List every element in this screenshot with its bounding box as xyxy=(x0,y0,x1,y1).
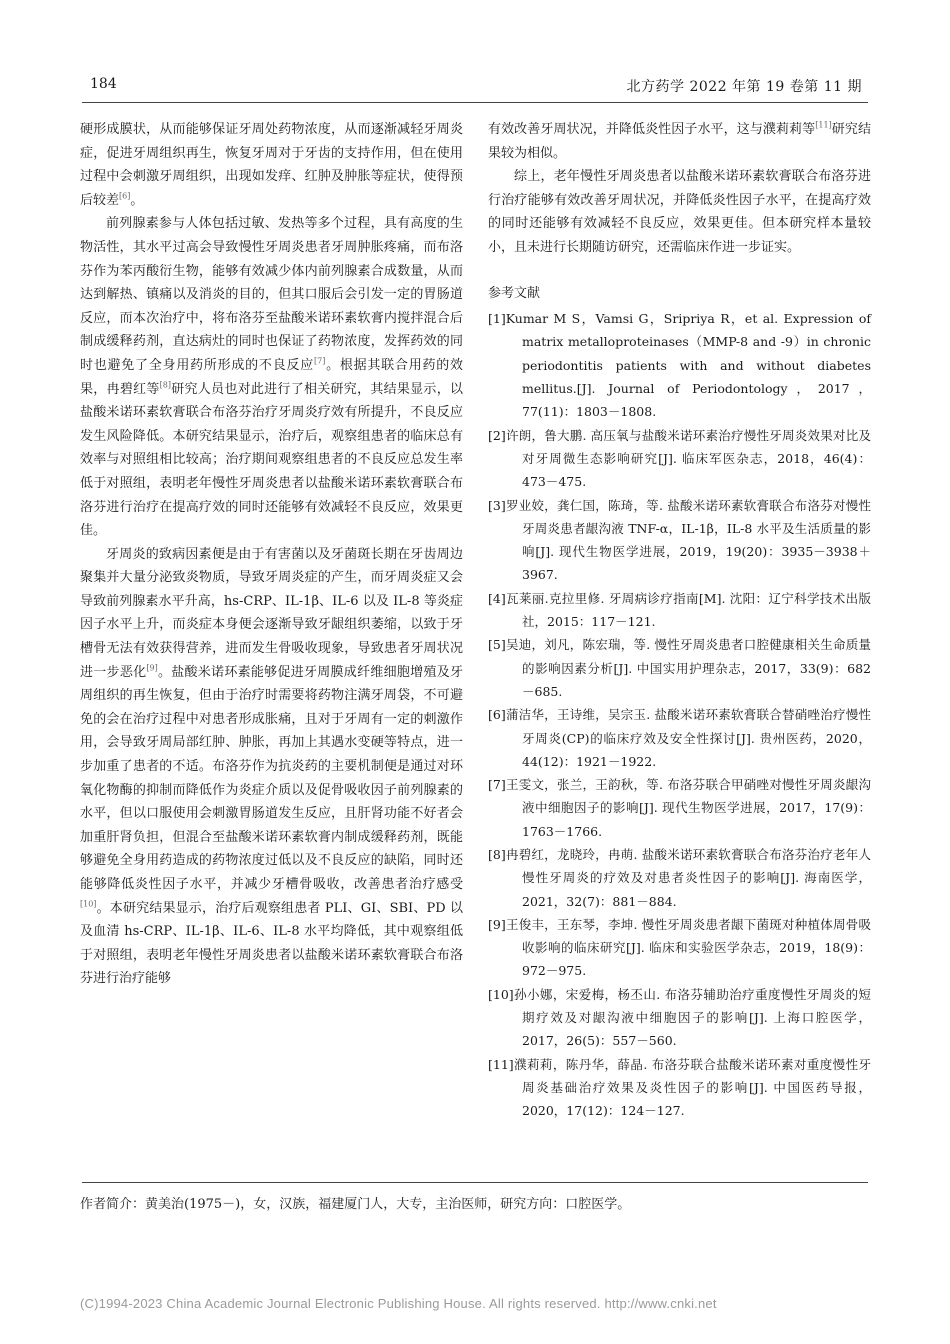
page-number: 184 xyxy=(90,76,117,92)
paragraph-text: 前列腺素参与人体包括过敏、发热等多个过程，具有高度的生物活性，其水平过高会导致慢性牙周炎患者牙周肿胀疼痛，而布洛芬作为苯丙酸衍生物，能够有效减少体内前列腺素合成数量，从而达到解热、镇痛以及消炎的目的，但其口服后会引发一定的胃肠道反应，而本次治疗中，将布洛芬至盐酸米诺环素软膏内搅拌混合后制成缓释药剂，直达病灶的同时也保证了药物浓度，发挥药效的同时也避免了全身用药所形成的不良反应 xyxy=(80,216,463,373)
citation-9: [9] xyxy=(146,663,158,673)
citation-7: [7] xyxy=(314,356,326,366)
paragraph-text: 硬形成膜状，从而能够保证牙周处药物浓度，从而逐渐减轻牙周炎症，促进牙周组织再生，恢复牙周对于牙齿的支持作用，但在使用过程中会刺激牙周组织，出现如发痒、红肿及肿胀等症状，使得预后较差 xyxy=(80,122,463,208)
citation-10: [10] xyxy=(80,899,97,909)
paragraph-text: 。根据其联合用药的效果，冉碧红等 xyxy=(80,357,463,397)
citation-6: [6] xyxy=(119,191,131,201)
citation-11: [11] xyxy=(815,120,832,130)
references-heading: 参考文献 xyxy=(488,285,541,301)
reference-item: [6]蒲洁华，王诗维，吴宗玉. 盐酸米诺环素软膏联合替硝唑治疗慢性牙周炎(CP)的临床疗效及安全性探讨[J]. 贵州医药，2020，44(12)：1921－1922. xyxy=(488,707,871,769)
paragraph-text: 。 xyxy=(130,192,144,208)
paragraph-text: 有效改善牙周状况，并降低炎性因子水平，这与濮莉莉等 xyxy=(488,122,816,137)
reference-item: [10]孙小娜，宋爱梅，杨丕山. 布洛芬辅助治疗重度慢性牙周炎的短期疗效及对龈沟液中细胞因子的影响[J]. 上海口腔医学，2017，26(5)：557－560. xyxy=(488,986,871,1049)
paragraph-3 xyxy=(80,543,463,991)
reference-item: [9]王俊丰，王东琴，李坤. 慢性牙周炎患者龈下菌斑对种植体周骨吸收影响的临床研究[J]. 临床和实验医学杂志，2019，18(9)：972－975. xyxy=(488,916,871,979)
paragraph-2 xyxy=(80,212,463,542)
paragraph-text: 牙周炎的致病因素便是由于有害菌以及牙菌斑长期在牙齿周边聚集并大量分泌致炎物质，导致牙周炎症的产生，而牙周炎症又会导致前列腺素水平升高，hs-CRP、IL-1β、IL-6 以及 IL-8 等炎症因子水平上升，而炎症本身便会逐渐导致牙龈组织萎缩，以致于牙槽骨无法有效获得营养，进而发生骨吸收现象，导致患者牙周状况进一步恶化 xyxy=(80,546,463,680)
left-column xyxy=(80,118,463,991)
reference-item: [2]许朗，鲁大鹏. 高压氧与盐酸米诺环素治疗慢性牙周炎效果对比及对牙周微生态影响研究[J]. 临床军医杂志，2018，46(4)：473－475. xyxy=(488,427,871,490)
paragraph-text: 。本研究结果显示，治疗后观察组患者 PLI、GI、SBI、PD 以及血清 hs-CRP、IL-1β、IL-6、IL-8 水平均降低，其中观察组低于对照组，表明老年慢性牙周炎患者以盐酸米诺环素软膏联合布洛芬进行治疗能够 xyxy=(80,900,463,987)
paragraph-text: 研究人员也对此进行了相关研究，其结果显示，以盐酸米诺环素软膏联合布洛芬治疗牙周炎疗效有所提升，不良反应发生风险降低。本研究结果显示，治疗后，观察组患者的临床总有效率与对照组相比较高；治疗期间观察组患者的不良反应总发生率低于对照组，表明老年慢性牙周炎患者以盐酸米诺环素软膏联合布洛芬进行治疗在提高疗效的同时还能够有效减轻不良反应，效果更佳。 xyxy=(80,381,463,539)
reference-item: [7]王雯文，张兰，王韵秋，等. 布洛芬联合甲硝唑对慢性牙周炎龈沟液中细胞因子的影响[J]. 现代生物医学进展，2017，17(9)：1763－1766. xyxy=(488,777,871,839)
copyright-watermark: (C)1994-2023 China Academic Journal Electronic Publishing House. All rights reserved. http://www.cnki.net xyxy=(80,1296,717,1311)
journal-header: 北方药学 2022 年第 19 卷第 11 期 xyxy=(626,79,862,95)
header-rule xyxy=(82,102,868,103)
reference-item: [5]吴迪，刘凡，陈宏瑞，等. 慢性牙周炎患者口腔健康相关生命质量的影响因素分析[J]. 中国实用护理杂志，2017，33(9)：682－685. xyxy=(488,637,871,699)
author-bio: 作者简介：黄美治(1975－)，女，汉族，福建厦门人，大专，主治医师，研究方向：口腔医学。 xyxy=(80,1197,631,1212)
footer-rule xyxy=(82,1182,868,1183)
reference-list xyxy=(488,307,871,1122)
reference-item: [1]Kumar M S，Vamsi G，Sripriya R，et al. Expression of matrix metalloproteinases（MMP-8 and -9）in chronic periodontitis patients with and without diabetes mellitus.[J]. Journal of Periodontology，2017，77(11)：1803－1808. xyxy=(488,311,871,420)
right-column xyxy=(488,118,871,1123)
paragraph-text: 。盐酸米诺环素能够促进牙周膜成纤维细胞增殖及牙周组织的再生恢复，但由于治疗时需要将药物注满牙周袋，不可避免的会在治疗过程中对患者形成胀痛，且对于牙周有一定的刺激作用，会导致牙周局部红肿、肿胀，再加上其遇水变硬等特点，进一步加重了患者的不适。布洛芬作为抗炎药的主要机制便是通过对环氧化物酶的抑制而降低作为炎症介质以及促骨吸收因子前列腺素的水平，但以口服使用会刺激胃肠道发生反应，且肝肾功能不好者会加重肝肾负担，但混合至盐酸米诺环素软膏内制成缓释药剂，既能够避免全身用药造成的药物浓度过低以及不良反应的缺陷，同时还能够降低炎性因子水平，并减少牙槽骨吸收，改善患者治疗感受 xyxy=(80,664,463,892)
paragraph-continued xyxy=(488,118,871,165)
reference-item: [11]濮莉莉，陈丹华，薛晶. 布洛芬联合盐酸米诺环素对重度慢性牙周炎基础治疗效果及炎性因子的影响[J]. 中国医药导报，2020，17(12)：124－127. xyxy=(488,1056,871,1119)
paragraph-text: 研究结果较为相似。 xyxy=(488,122,871,161)
reference-item: [4]瓦莱丽.克拉里修. 牙周病诊疗指南[M]. 沈阳：辽宁科学技术出版社，2015：117－121. xyxy=(488,590,871,630)
reference-item: [8]冉碧红，龙晓玲，冉萌. 盐酸米诺环素软膏联合布洛芬治疗老年人慢性牙周炎的疗效及对患者炎性因子的影响[J]. 海南医学，2021，32(7)：881－884. xyxy=(488,846,871,909)
conclusion-paragraph: 综上，老年慢性牙周炎患者以盐酸米诺环素软膏联合布洛芬进行治疗能够有效改善牙周状况，并降低炎性因子水平，在提高疗效的同时还能够有效减轻不良反应，效果更佳。但本研究样本量较小，且未进行长期随访研究，还需临床作进一步证实。 xyxy=(488,169,871,255)
paragraph-1 xyxy=(80,118,463,212)
citation-8: [8] xyxy=(159,380,171,390)
reference-item: [3]罗业姣，龚仁国，陈琦，等. 盐酸米诺环素软膏联合布洛芬对慢性牙周炎患者龈沟液 TNF-α，IL-1β，IL-8 水平及生活质量的影响[J]. 现代生物医学进展，2019，19(20)：3935－3938＋3967. xyxy=(488,497,871,583)
